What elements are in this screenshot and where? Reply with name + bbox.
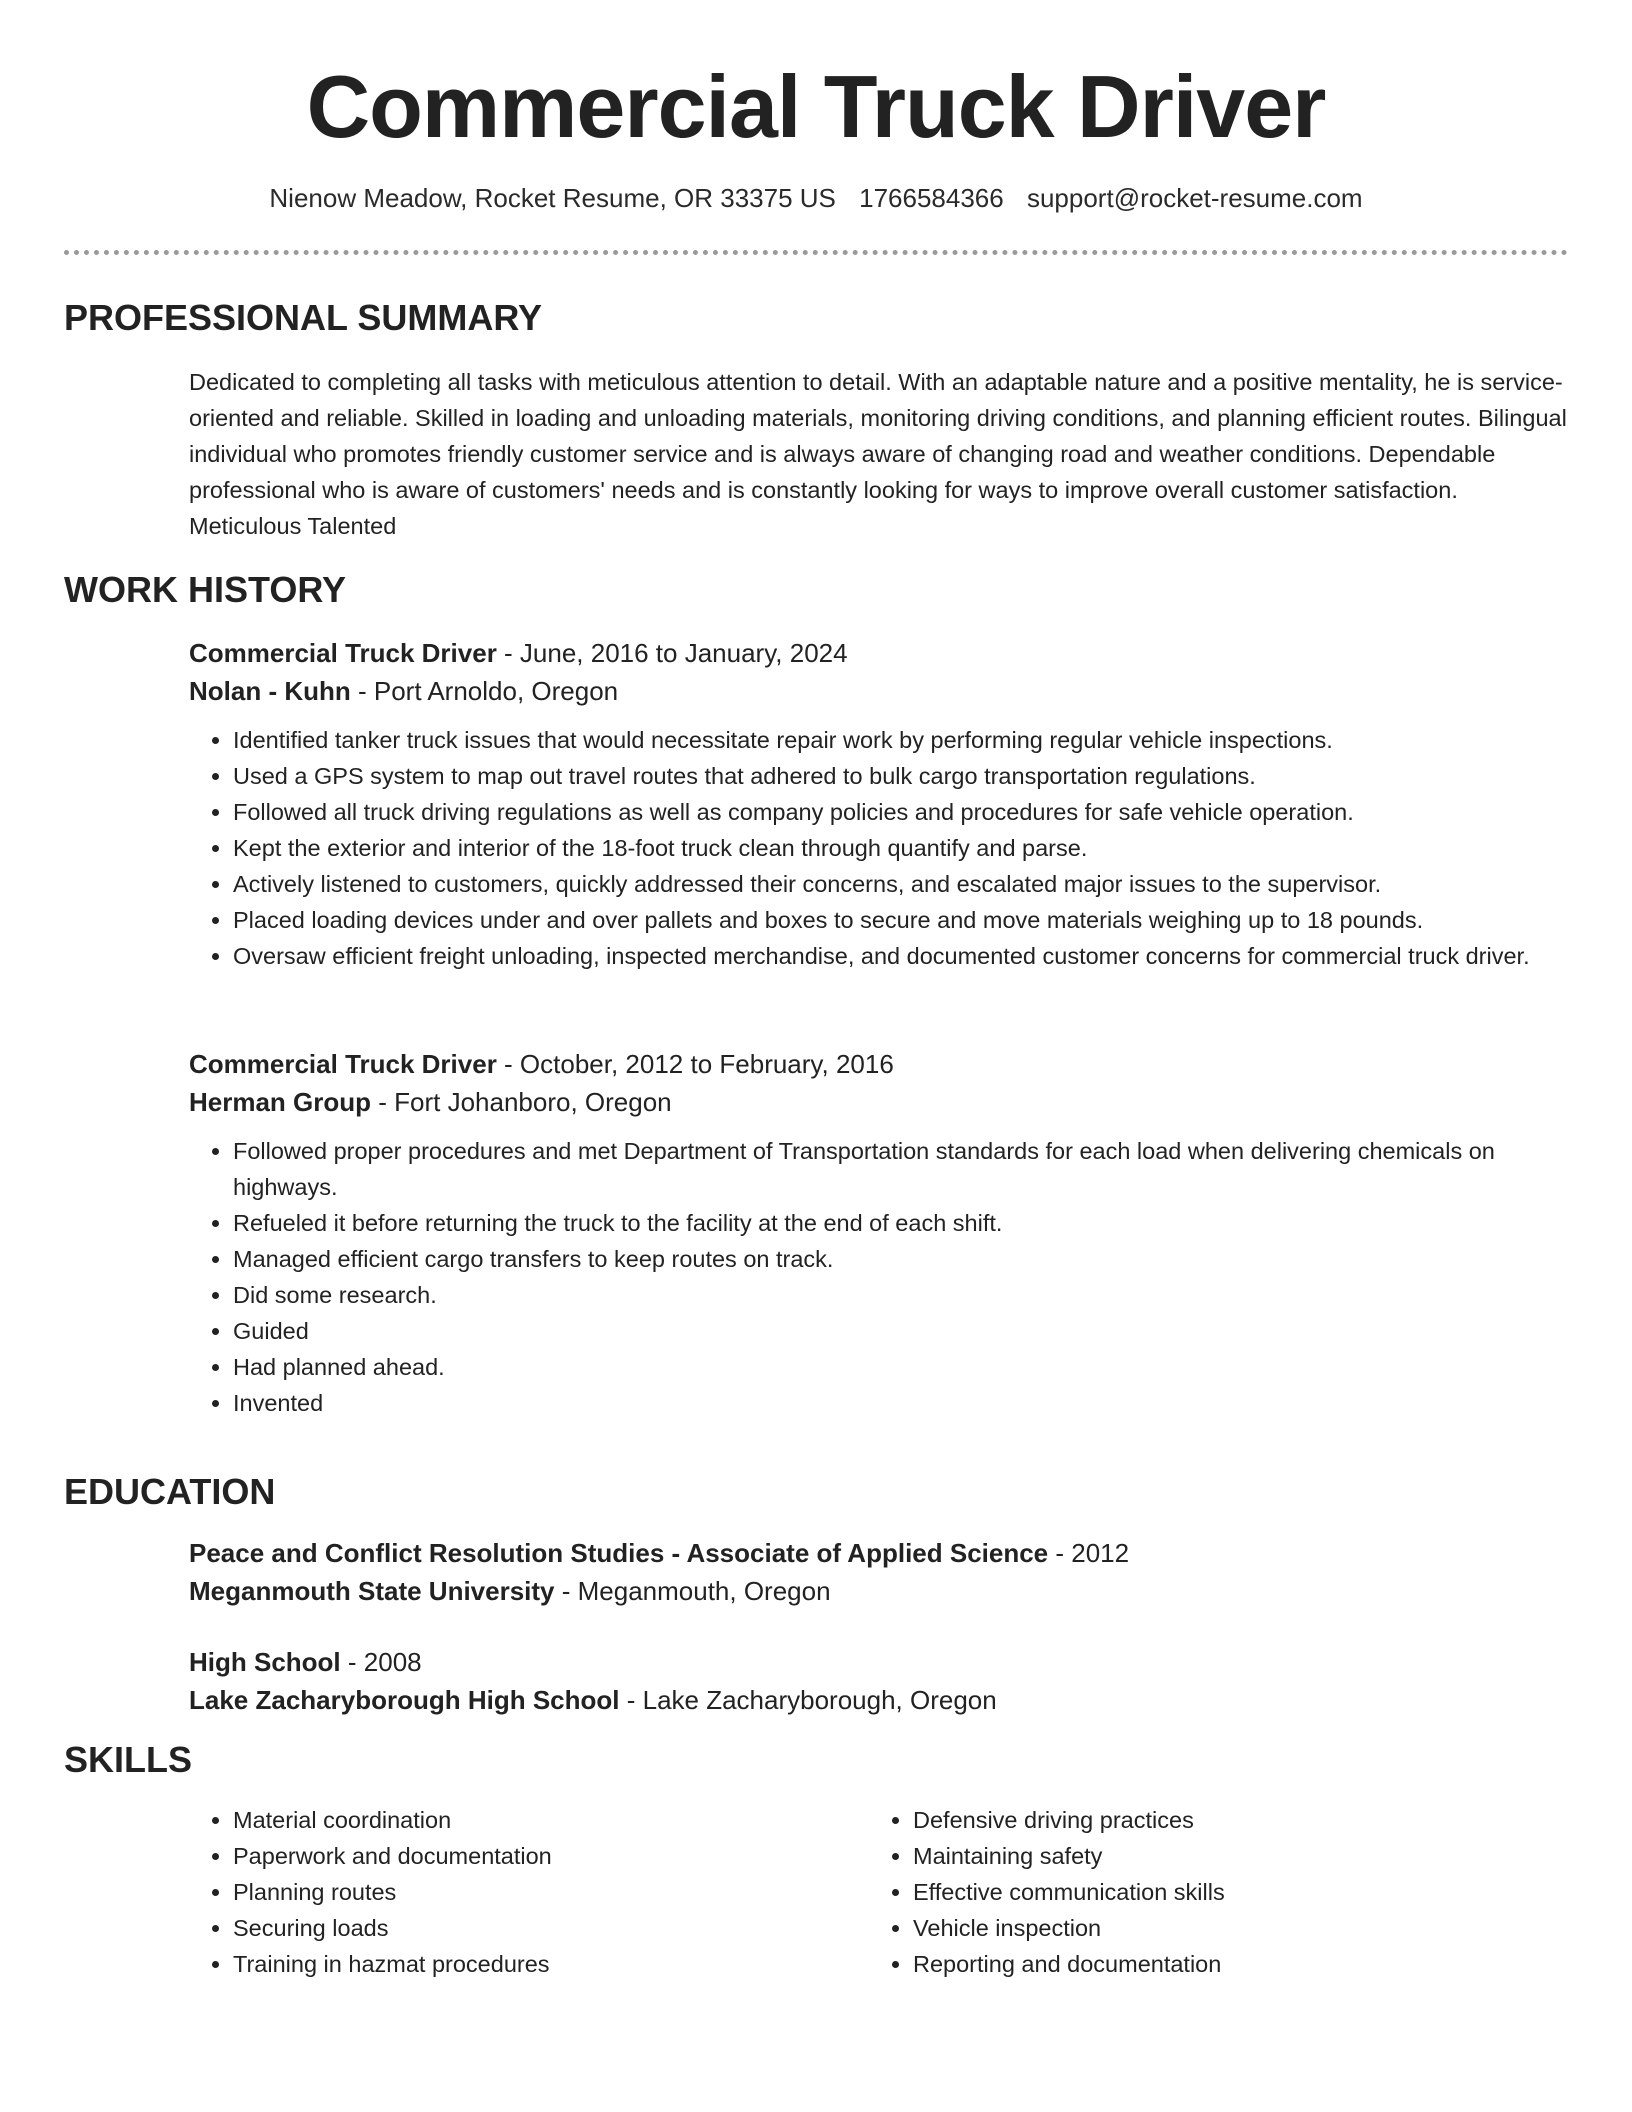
skill-item: • Planning routes	[233, 1874, 869, 1910]
list-item: • Followed all truck driving regulations as well as company policies and procedures for safe vehicle operation.	[233, 794, 1567, 830]
education-entry	[189, 1534, 1567, 1610]
job-location: - Fort Johanboro, Oregon	[371, 1087, 672, 1117]
skill-item: • Defensive driving practices	[913, 1802, 1549, 1838]
list-item: • Identified tanker truck issues that would necessitate repair work by performing regular vehicle inspections.	[233, 722, 1567, 758]
skill-item: • Material coordination	[233, 1802, 869, 1838]
list-item: • Oversaw efficient freight unloading, inspected merchandise, and documented customer concerns for commercial truck driver.	[233, 938, 1567, 974]
job-company: Herman Group	[189, 1087, 372, 1117]
education-degree-line	[189, 1534, 1567, 1572]
job-dates: - June, 2016 to January, 2024	[496, 638, 848, 668]
job-company: Nolan - Kuhn	[189, 676, 351, 706]
job-location: - Port Arnoldo, Oregon	[350, 676, 619, 706]
list-item: • Placed loading devices under and over pallets and boxes to secure and move materials weighing up to 18 pounds.	[233, 902, 1567, 938]
list-item: • Followed proper procedures and met Department of Transportation standards for each load when delivering chemicals on highways.	[233, 1133, 1567, 1205]
contact-line	[0, 180, 1632, 216]
skill-item: • Vehicle inspection	[913, 1910, 1549, 1946]
education-entry	[189, 1643, 1567, 1719]
job-title-line	[189, 1045, 1567, 1083]
job-entry	[189, 1045, 1567, 1421]
skill-item: • Maintaining safety	[913, 1838, 1549, 1874]
list-item: • Managed efficient cargo transfers to keep routes on track.	[233, 1241, 1567, 1277]
job-dates: - October, 2012 to February, 2016	[496, 1049, 894, 1079]
education-degree: High School	[189, 1647, 341, 1677]
contact-address: Nienow Meadow, Rocket Resume, OR 33375 US	[269, 183, 836, 213]
summary-text: Dedicated to completing all tasks with meticulous attention to detail. With an adaptable nature and a positive mentality, he is service-oriented and reliable. Skilled in loading and unloading materials, monitoring driving conditions, and planning efficient routes. Bilingual individual who promotes friendly customer service and is always aware of changing road and weather conditions. Dependable professional who is aware of customers' needs and is constantly looking for ways to improve overall customer satisfaction. Meticulous Talented	[189, 369, 1567, 539]
education-year: - 2008	[340, 1647, 422, 1677]
skills-column-left	[189, 1802, 869, 1982]
list-item: • Kept the exterior and interior of the 18-foot truck clean through quantify and parse.	[233, 830, 1567, 866]
job-bullets	[189, 1133, 1567, 1421]
job-company-line	[189, 1083, 1567, 1121]
list-item: • Did some research.	[233, 1277, 1567, 1313]
list-item: • Guided	[233, 1313, 1567, 1349]
skill-item: • Securing loads	[233, 1910, 869, 1946]
education-degree: Peace and Conflict Resolution Studies - Associate of Applied Science	[189, 1538, 1049, 1568]
list-item: • Refueled it before returning the truck to the facility at the end of each shift.	[233, 1205, 1567, 1241]
skills-list	[189, 1802, 869, 1982]
contact-phone: 1766584366	[859, 183, 1004, 213]
section-title-summary: PROFESSIONAL SUMMARY	[64, 297, 543, 338]
job-bullets	[189, 722, 1567, 974]
education-year: - 2012	[1048, 1538, 1130, 1568]
contact-email: support@rocket-resume.com	[1026, 183, 1363, 213]
job-role: Commercial Truck Driver	[189, 1049, 497, 1079]
list-item: • Invented	[233, 1385, 1567, 1421]
education-school: Meganmouth State University	[189, 1576, 555, 1606]
header-divider	[64, 250, 1568, 255]
job-entry	[189, 634, 1567, 974]
skill-item: • Effective communication skills	[913, 1874, 1549, 1910]
job-company-line	[189, 672, 1567, 710]
skill-item: • Paperwork and documentation	[233, 1838, 869, 1874]
education-degree-line	[189, 1643, 1567, 1681]
skills-block	[189, 1802, 1567, 1982]
list-item: • Had planned ahead.	[233, 1349, 1567, 1385]
skill-item: • Training in hazmat procedures	[233, 1946, 869, 1982]
skill-item: • Reporting and documentation	[913, 1946, 1549, 1982]
list-item: • Used a GPS system to map out travel routes that adhered to bulk cargo transportation regulations.	[233, 758, 1567, 794]
education-location: - Meganmouth, Oregon	[554, 1576, 831, 1606]
skills-grid	[189, 1802, 1567, 1982]
education-location: - Lake Zacharyborough, Oregon	[619, 1685, 997, 1715]
education-school: Lake Zacharyborough High School	[189, 1685, 620, 1715]
skills-list	[869, 1802, 1549, 1982]
list-item: • Actively listened to customers, quickly addressed their concerns, and escalated major issues to the supervisor.	[233, 866, 1567, 902]
summary-block	[189, 364, 1567, 544]
section-title-work: WORK HISTORY	[64, 569, 347, 610]
education-school-line	[189, 1681, 1567, 1719]
job-title-line	[189, 634, 1567, 672]
resume-name: Commercial Truck Driver	[306, 57, 1326, 156]
education-school-line	[189, 1572, 1567, 1610]
skills-column-right	[869, 1802, 1549, 1982]
section-title-skills: SKILLS	[64, 1739, 193, 1780]
job-role: Commercial Truck Driver	[189, 638, 497, 668]
section-title-education: EDUCATION	[64, 1471, 276, 1512]
